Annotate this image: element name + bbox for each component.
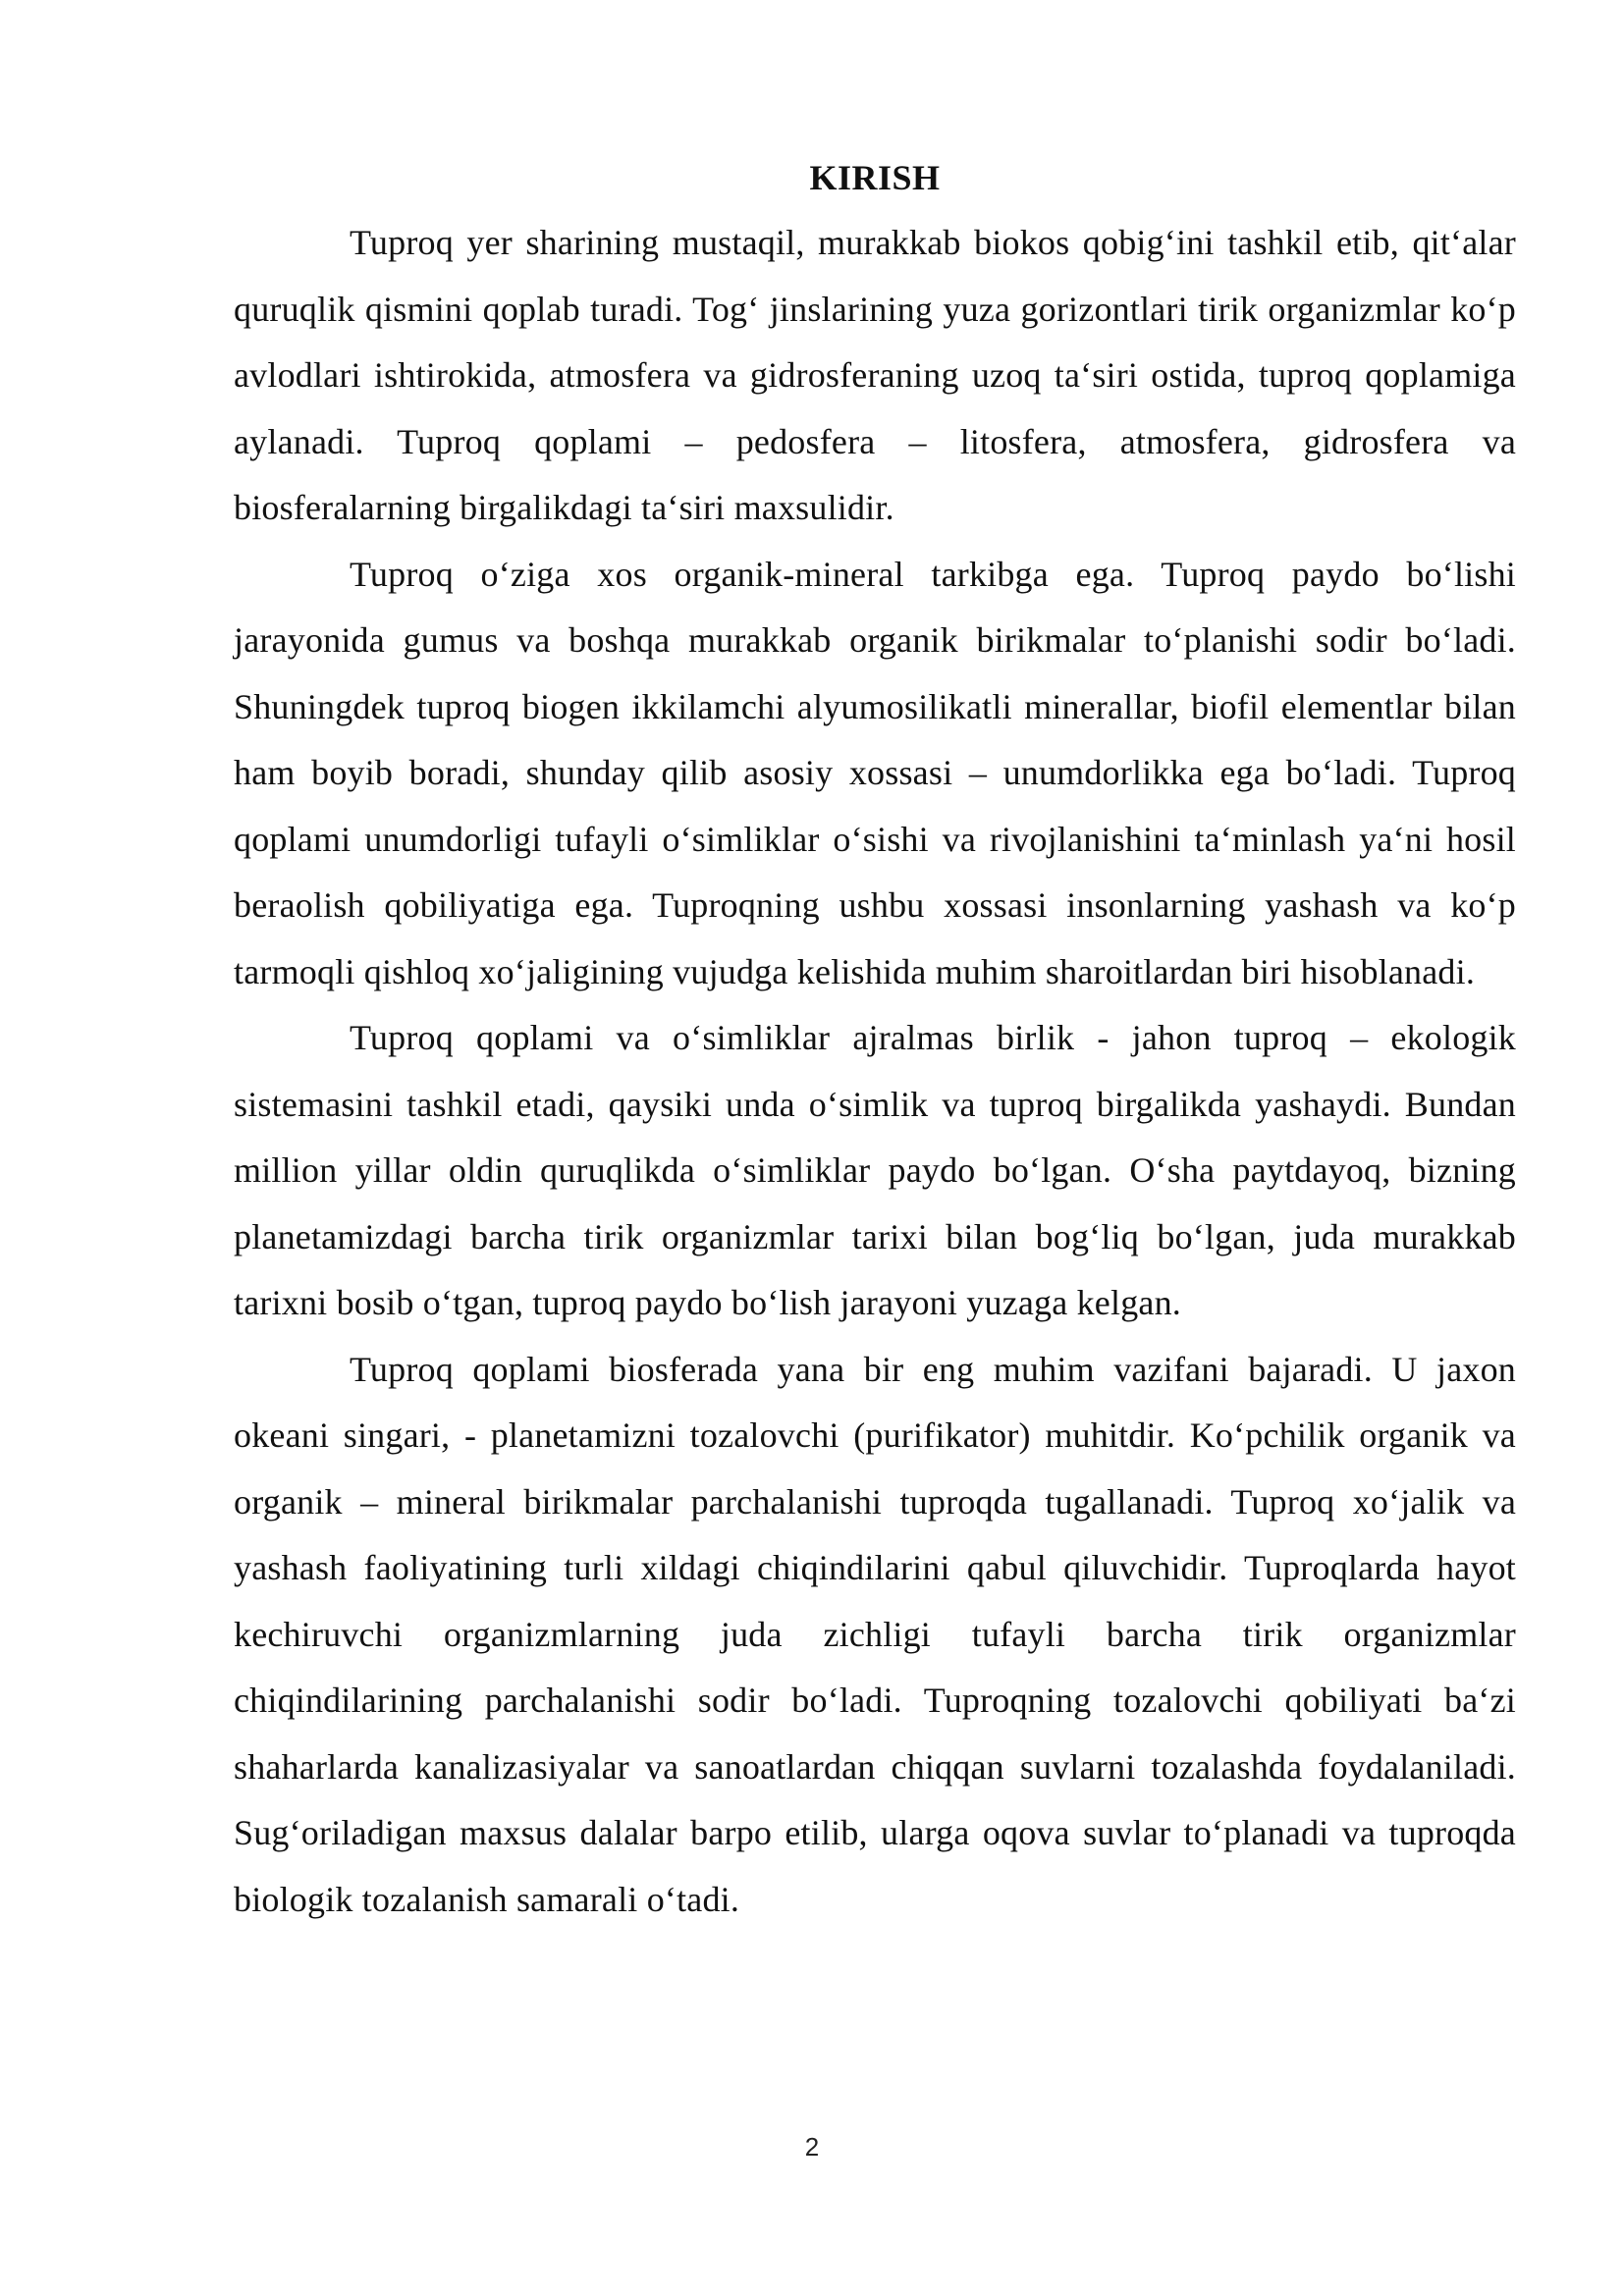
- paragraph-2: Tuproq o‘ziga xos organik-mineral tarkibga ega. Tuproq paydo bo‘lishi jarayonida gumus va boshqa murakkab organik birikmalar to‘planishi sodir bo‘ladi. Shuningdek tuproq biogen ikkilamchi alyumosilikatli minerallar, biofil elementlar bilan ham boyib boradi, shunday qilib asosiy xossasi – unumdorlikka ega bo‘ladi. Tuproq qoplami unumdorligi tufayli o‘simliklar o‘sishi va rivojlanishini ta‘minlash ya‘ni hosil beraolish qobiliyatiga ega. Tuproqning ushbu xossasi insonlarning yashash va ko‘p tarmoqli qishloq xo‘jaligining vujudga kelishida muhim sharoitlardan biri hisoblanadi.: [234, 554, 1516, 991]
- paragraph-1: Tuproq yer sharining mustaqil, murakkab biokos qobig‘ini tashkil etib, qit‘alar quruqlik qismini qoplab turadi. Tog‘ jinslarining yuza gorizontlari tirik organizmlar ko‘p avlodlari ishtirokida, atmosfera va gidrosferaning uzoq ta‘siri ostida, tuproq qoplamiga aylanadi. Tuproq qoplami – pedosfera – litosfera, atmosfera, gidrosfera va biosferalarning birgalikdagi ta‘siri maxsulidir.: [234, 223, 1516, 527]
- paragraph-3: Tuproq qoplami va o‘simliklar ajralmas birlik - jahon tuproq – ekologik sistemasini tashkil etadi, qaysiki unda o‘simlik va tuproq birgalikda yashaydi. Bundan million yillar oldin quruqlikda o‘simliklar paydo bo‘lgan. O‘sha paytdayoq, bizning planetamizdagi barcha tirik organizmlar tarixi bilan bog‘liq bo‘lgan, juda murakkab tarixni bosib o‘tgan, tuproq paydo bo‘lish jarayoni yuzaga kelgan.: [234, 1018, 1516, 1322]
- paragraph-4: Tuproq qoplami biosferada yana bir eng muhim vazifani bajaradi. U jaxon okeani singari, - planetamizni tozalovchi (purifikator) muhitdir. Ko‘pchilik organik va organik – mineral birikmalar parchalanishi tuproqda tugallanadi. Tuproq xo‘jalik va yashash faoliyatining turli xildagi chiqindilarini qabul qiluvchidir. Tuproqlarda hayot kechiruvchi organizmlarning juda zichligi tufayli barcha tirik organizmlar chiqindilarining parchalanishi sodir bo‘ladi. Tuproqning tozalovchi qobiliyati ba‘zi shaharlarda kanalizasiyalar va sanoatlardan chiqqan suvlarni tozalashda foydalaniladi. Sug‘oriladigan maxsus dalalar barpo etilib, ularga oqova suvlar to‘planadi va tuproqda biologik tozalanish samarali o‘tadi.: [234, 1349, 1516, 1919]
- page-number: 2: [804, 2132, 820, 2162]
- page-body: [234, 147, 1516, 1933]
- section-title: KIRISH: [809, 158, 941, 197]
